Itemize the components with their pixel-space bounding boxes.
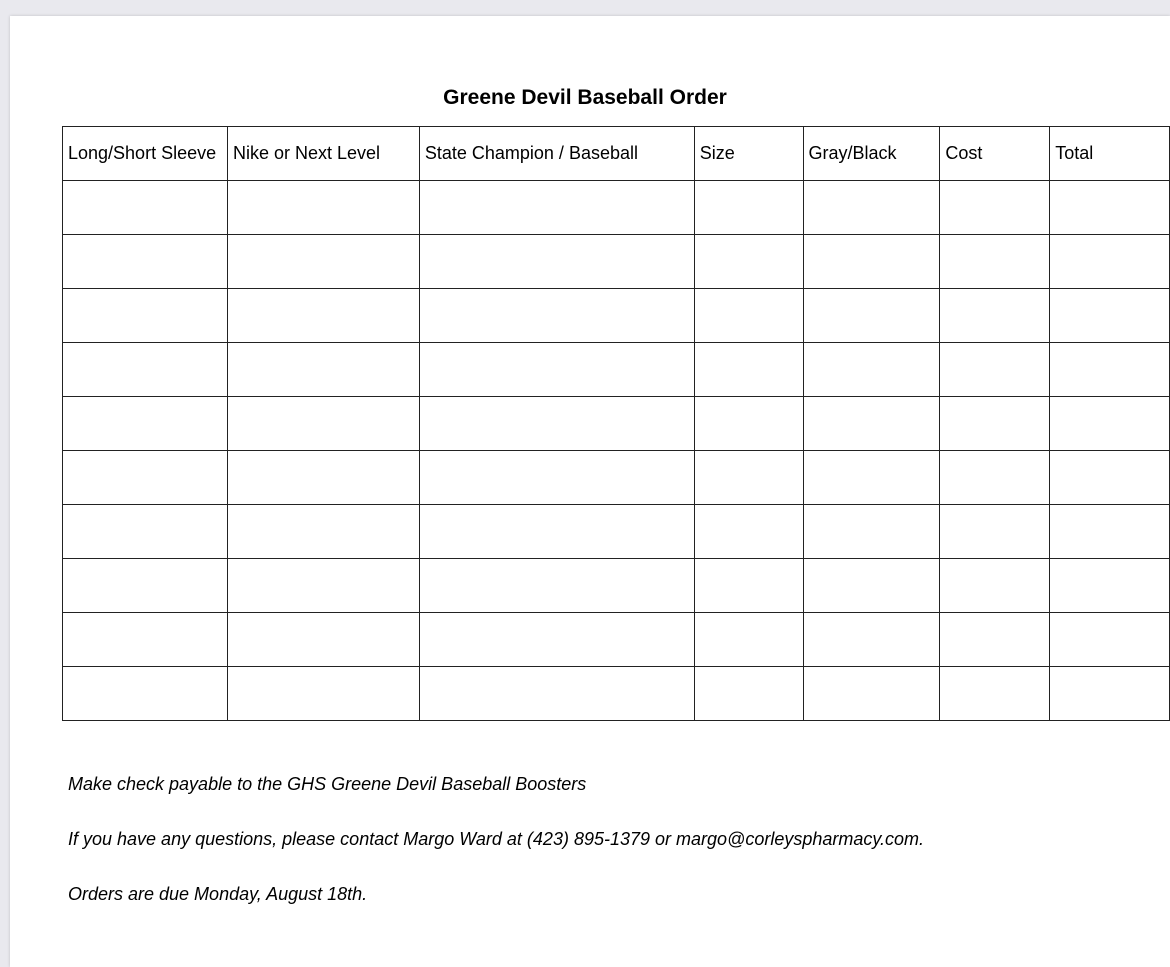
table-cell	[803, 613, 940, 667]
table-cell	[419, 505, 694, 559]
table-cell	[419, 667, 694, 721]
table-cell	[694, 181, 803, 235]
table-cell	[940, 451, 1050, 505]
table-cell	[227, 505, 419, 559]
table-cell	[940, 181, 1050, 235]
table-cell	[940, 667, 1050, 721]
table-cell	[694, 343, 803, 397]
table-cell	[63, 397, 228, 451]
table-cell	[419, 235, 694, 289]
header-size: Size	[694, 127, 803, 181]
table-cell	[803, 397, 940, 451]
header-nike-or-next-level: Nike or Next Level	[227, 127, 419, 181]
contact-note: If you have any questions, please contact Margo Ward at (423) 895-1379 or margo@corleyspharmacy.com.	[68, 829, 925, 849]
table-cell	[803, 343, 940, 397]
table-row	[63, 397, 1170, 451]
table-cell	[227, 559, 419, 613]
document-page	[10, 16, 1170, 967]
table-cell	[227, 289, 419, 343]
table-cell	[694, 613, 803, 667]
table-row	[63, 505, 1170, 559]
table-cell	[63, 559, 228, 613]
table-cell	[1050, 289, 1170, 343]
table-cell	[1050, 667, 1170, 721]
due-date-note: Orders are due Monday, August 18th.	[68, 884, 368, 904]
order-table-body	[63, 181, 1170, 721]
table-cell	[940, 289, 1050, 343]
table-cell	[63, 343, 228, 397]
table-cell	[803, 505, 940, 559]
header-long-short-sleeve: Long/Short Sleeve	[63, 127, 228, 181]
table-cell	[694, 235, 803, 289]
table-cell	[1050, 235, 1170, 289]
table-cell	[419, 181, 694, 235]
table-cell	[227, 235, 419, 289]
table-cell	[1050, 343, 1170, 397]
table-cell	[803, 289, 940, 343]
table-cell	[227, 667, 419, 721]
table-cell	[1050, 451, 1170, 505]
table-cell	[63, 667, 228, 721]
table-cell	[940, 559, 1050, 613]
table-cell	[63, 451, 228, 505]
table-header-row	[63, 127, 1170, 181]
table-row	[63, 451, 1170, 505]
document-title: Greene Devil Baseball Order	[443, 86, 727, 109]
table-cell	[940, 235, 1050, 289]
table-cell	[940, 343, 1050, 397]
table-row	[63, 343, 1170, 397]
table-cell	[803, 451, 940, 505]
table-cell	[63, 613, 228, 667]
table-cell	[694, 667, 803, 721]
table-cell	[1050, 559, 1170, 613]
header-gray-black: Gray/Black	[803, 127, 940, 181]
header-cost: Cost	[940, 127, 1050, 181]
table-cell	[227, 343, 419, 397]
table-row	[63, 559, 1170, 613]
table-cell	[227, 613, 419, 667]
table-cell	[694, 451, 803, 505]
table-row	[63, 667, 1170, 721]
table-cell	[940, 397, 1050, 451]
table-cell	[419, 397, 694, 451]
table-cell	[694, 559, 803, 613]
payment-note: Make check payable to the GHS Greene Devil Baseball Boosters	[68, 774, 587, 794]
table-cell	[63, 505, 228, 559]
table-row	[63, 613, 1170, 667]
table-cell	[419, 613, 694, 667]
table-row	[63, 289, 1170, 343]
table-row	[63, 181, 1170, 235]
table-cell	[803, 235, 940, 289]
header-state-champion-baseball: State Champion / Baseball	[419, 127, 694, 181]
table-cell	[419, 289, 694, 343]
table-row	[63, 235, 1170, 289]
table-cell	[1050, 397, 1170, 451]
table-cell	[419, 343, 694, 397]
table-cell	[227, 181, 419, 235]
table-cell	[694, 289, 803, 343]
table-cell	[940, 613, 1050, 667]
table-cell	[419, 451, 694, 505]
table-cell	[803, 667, 940, 721]
table-cell	[63, 181, 228, 235]
table-cell	[227, 451, 419, 505]
table-cell	[227, 397, 419, 451]
table-cell	[940, 505, 1050, 559]
order-table	[62, 126, 1170, 721]
table-cell	[419, 559, 694, 613]
table-cell	[1050, 505, 1170, 559]
table-cell	[1050, 613, 1170, 667]
table-cell	[803, 559, 940, 613]
table-cell	[63, 235, 228, 289]
header-total: Total	[1050, 127, 1170, 181]
table-cell	[803, 181, 940, 235]
table-cell	[694, 505, 803, 559]
table-cell	[63, 289, 228, 343]
table-cell	[694, 397, 803, 451]
table-cell	[1050, 181, 1170, 235]
